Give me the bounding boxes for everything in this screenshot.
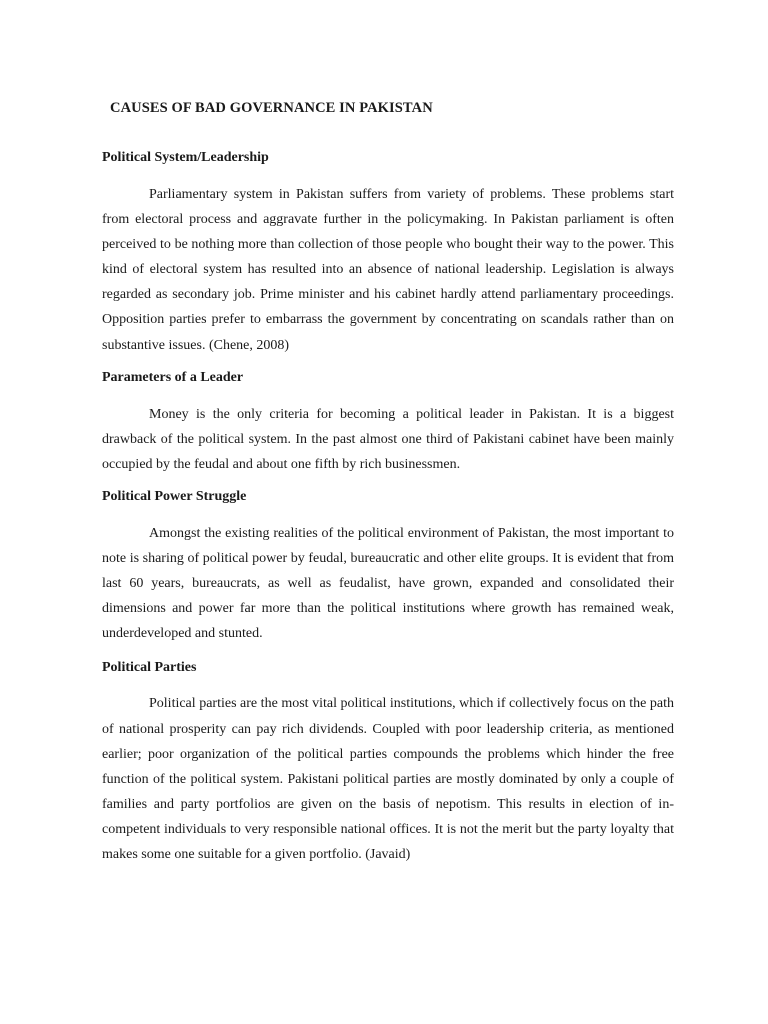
paragraph-parameters-of-leader: Money is the only criteria for becoming a political leader in Pakistan. It is a biggest drawback of the political system. In the past almost one third of Pakistani cabinet have been mainly occupied by the feudal and about one fifth by rich businessmen. [102,406,674,472]
paragraph-political-power-struggle: Amongst the existing realities of the political environment of Pakistan, the most important to note is sharing of political power by feudal, bureaucratic and other elite groups. It is evident that from last 60 years, bureaucrats, as well as feudalist, have grown, expanded and consolidated their dimensions and power far more than the political institutions where growth has remained weak, underdeveloped and stunted. [102,525,674,642]
section-heading-political-power-struggle: Political Power Struggle [102,488,247,504]
section-heading-political-parties: Political Parties [102,660,197,676]
document-page [102,96,674,867]
paragraph-political-system: Parliamentary system in Pakistan suffers from variety of problems. These problems start from electoral process and aggravate further in the policymaking. In Pakistan parliament is often perceived to be nothing more than collection of those people who bought their way to the power. This kind of electoral system has resulted into an absence of national leadership. Legislation is always regarded as secondary job. Prime minister and his cabinet hardly attend parliamentary proceedings. Opposition parties prefer to embarrass the government by concentrating on scandals rather than on substantive issues. (Chene, 2008) [102,187,674,353]
document-title: CAUSES OF BAD GOVERNANCE IN PAKISTAN [110,100,433,116]
section-heading-political-system: Political System/Leadership [102,150,269,165]
paragraph-political-parties: Political parties are the most vital political institutions, which if collectively focus on the path of national prosperity can pay rich dividends. Coupled with poor leadership criteria, as mentioned earlier; poor organization of the political parties compounds the problems which hinder the free function of the political system. Pakistani political parties are mostly dominated by only a couple of families and party portfolios are given on the basis of nepotism. This results in election of in-competent individuals to very responsible national offices. It is not the merit but the party loyalty that makes some one suitable for a given portfolio. (Javaid) [102,696,674,862]
section-heading-parameters-of-leader: Parameters of a Leader [102,369,244,385]
